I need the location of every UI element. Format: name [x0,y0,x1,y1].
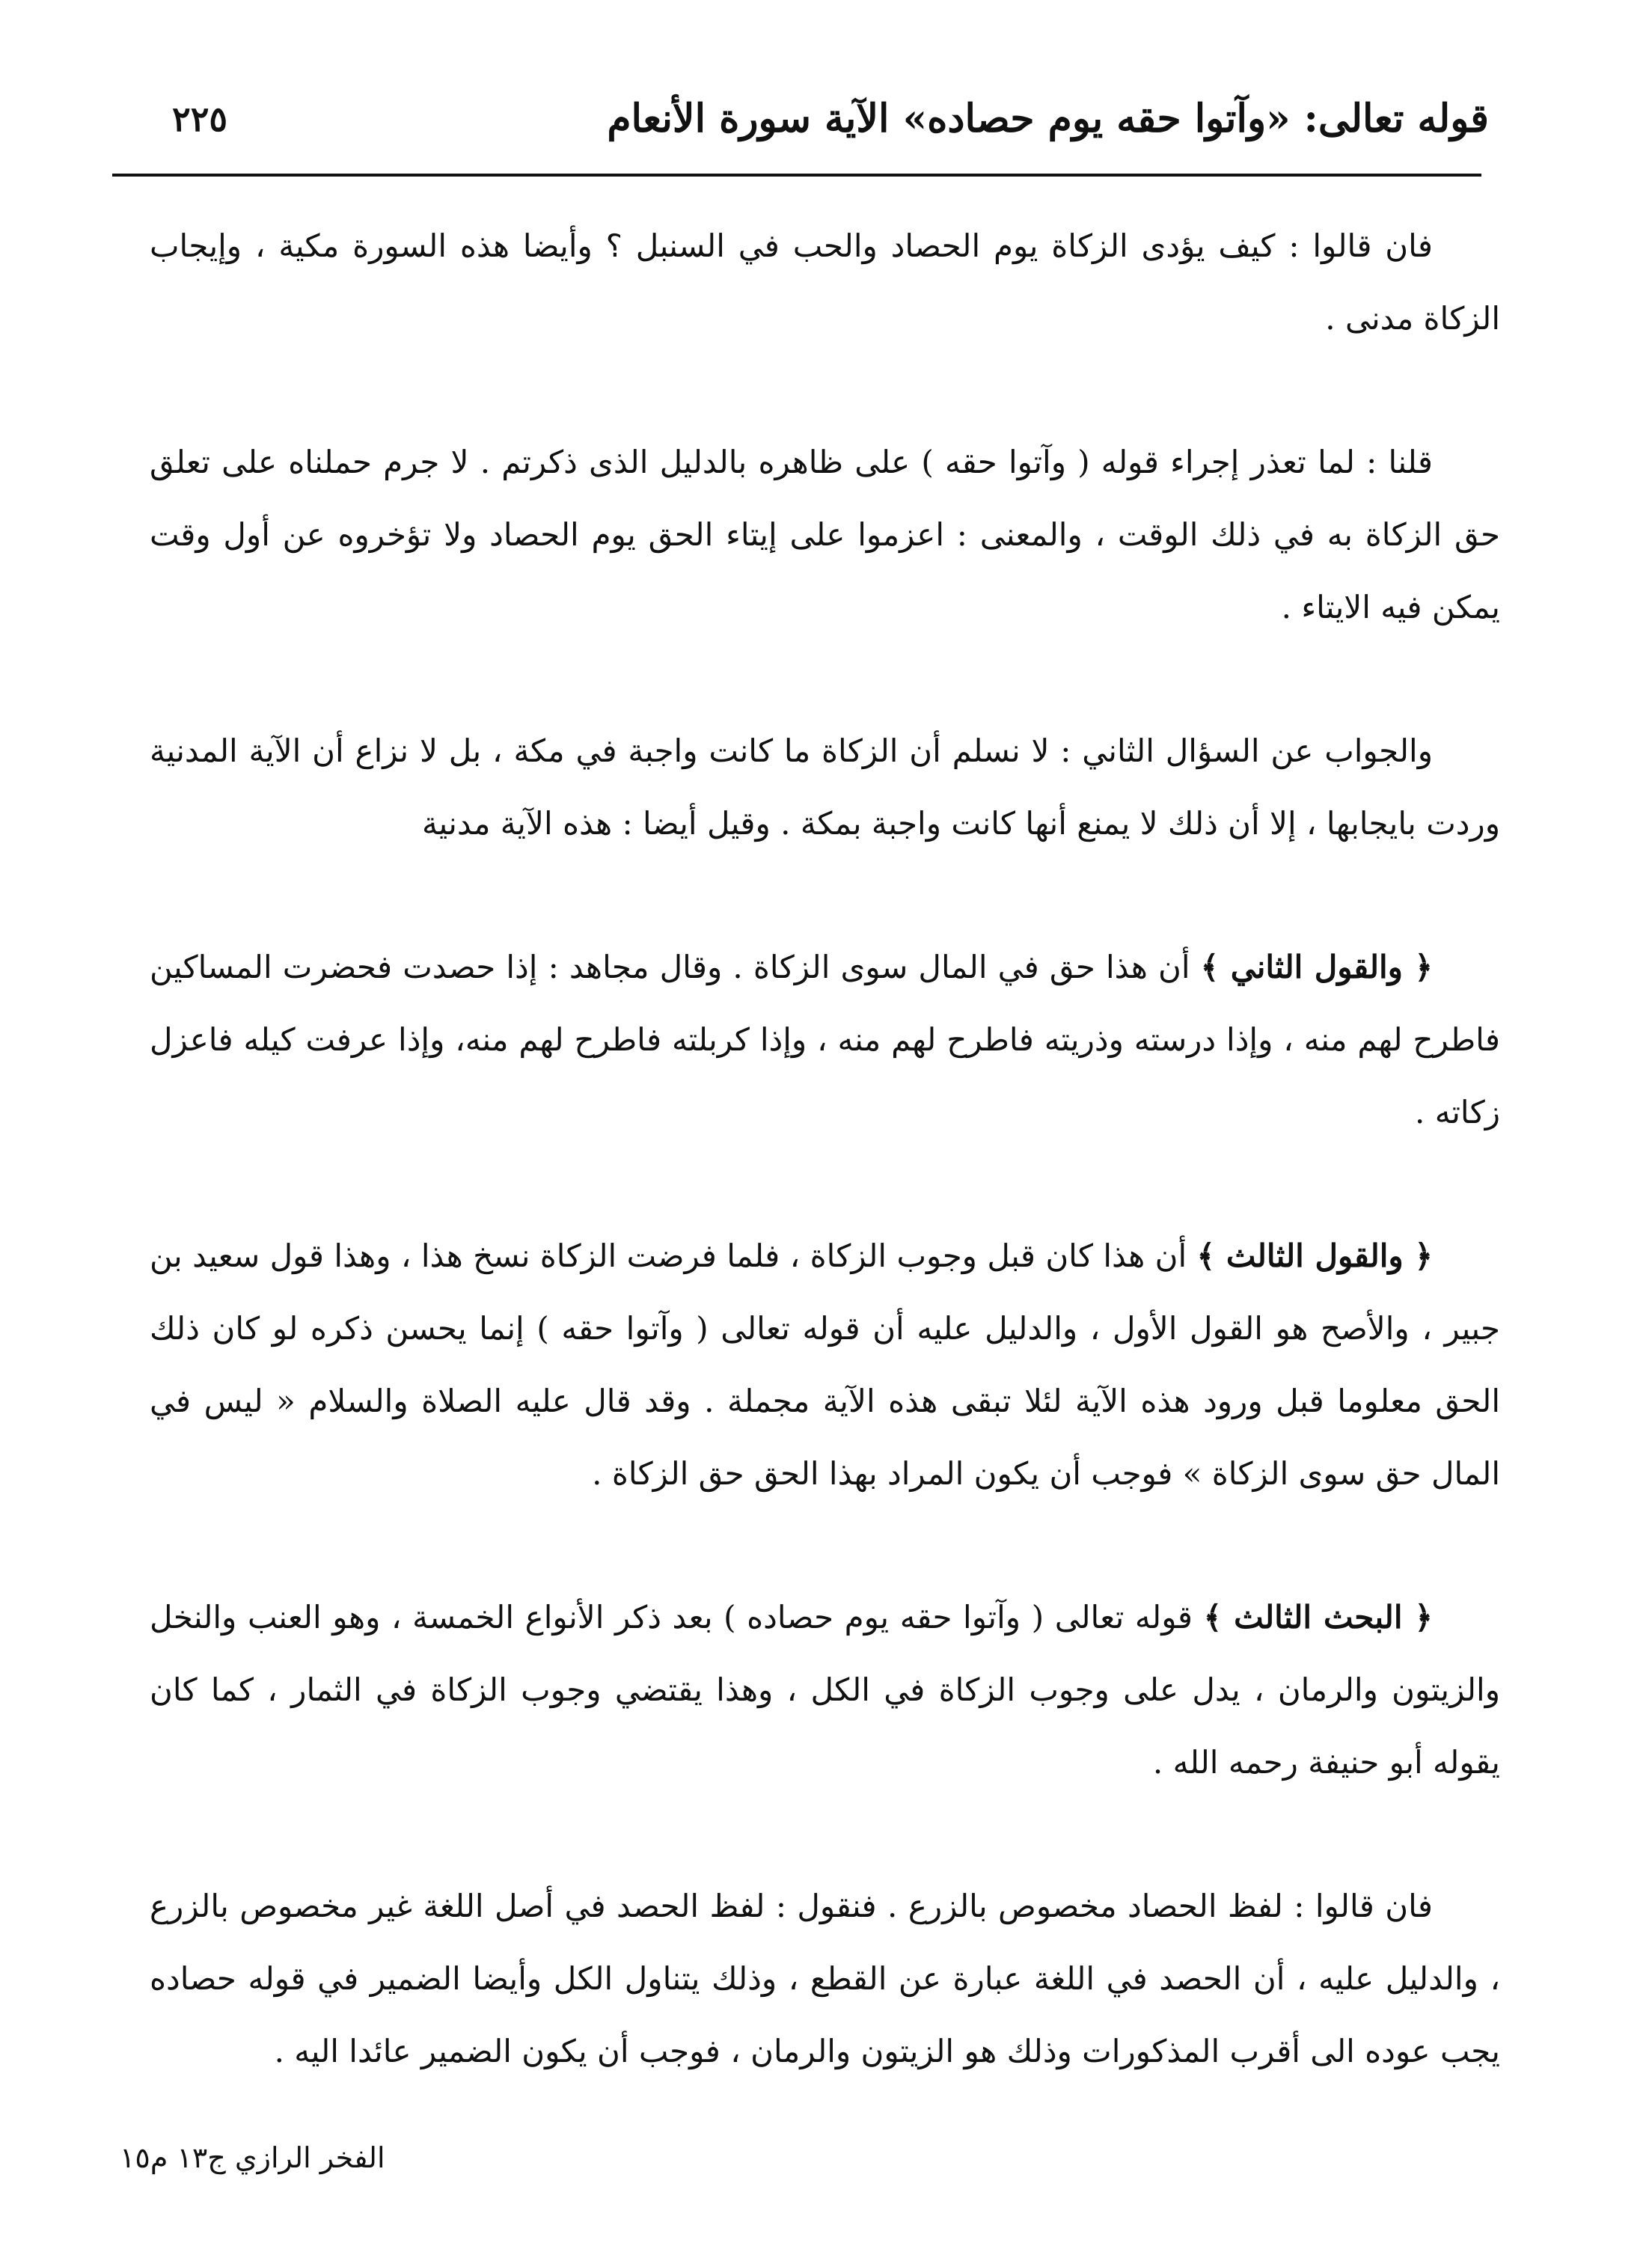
paragraph-text: فان قالوا : كيف يؤدى الزكاة يوم الحصاد والحب في السنبل ؟ وأيضا هذه السورة مكية ، وإيجاب الزكاة مدنى . [150,227,1500,337]
header-rule [112,174,1481,177]
running-title: قوله تعالى: «وآتوا حقه يوم حصاده» الآية سورة الأنعام [607,96,1489,141]
paragraph-text: قلنا : لما تعذر إجراء قوله ( وآتوا حقه ) على ظاهره بالدليل الذى ذكرتم . لا جرم حملناه على تعلق حق الزكاة به في ذلك الوقت ، والمعنى : اعزموا على إيتاء الحق يوم الحصاد ولا تؤخروه عن أول وقت يمكن فيه الايتاء . [150,444,1500,625]
paragraph [150,1581,1500,1799]
paragraph-text: قوله تعالى ( وآتوا حقه يوم حصاده ) بعد ذكر الأنواع الخمسة ، وهو العنب والنخل والزيتون والرمان ، يدل على وجوب الزكاة في الكل ، وهذا يقتضي وجوب الزكاة في الثمار ، كما كان يقوله أبو حنيفة رحمه الله . [150,1599,1500,1781]
paragraph [150,1870,1500,2087]
paragraph [150,426,1500,643]
paragraph-text: أن هذا كان قبل وجوب الزكاة ، فلما فرضت الزكاة نسخ هذا ، وهذا قول سعيد بن جبير ، والأصح هو القول الأول ، والدليل عليه أن قوله تعالى ( وآتوا حقه ) إنما يحسن ذكره لو كان ذلك الحق معلوما قبل ورود هذه الآية لئلا تبقى هذه الآية مجملة . وقد قال عليه الصلاة والسلام « ليس في المال حق سوى الزكاة » فوجب أن يكون المراد بهذا الحق حق الزكاة . [150,1237,1500,1492]
section-heading: ﴿ والقول الثالث ﴾ [1196,1237,1433,1274]
page-header [165,88,1489,171]
section-heading: ﴿ والقول الثاني ﴾ [1200,949,1433,985]
paragraph-text: فان قالوا : لفظ الحصاد مخصوص بالزرع . فنقول : لفظ الحصد في أصل اللغة غير مخصوص بالزرع ، والدليل عليه ، أن الحصد في اللغة عبارة عن القطع ، وذلك يتناول الكل وأيضا الضمير في قوله حصاده يجب عوده الى أقرب المذكورات وذلك هو الزيتون والرمان ، فوجب أن يكون الضمير عائدا اليه . [150,1888,1500,2069]
paragraph-text: أن هذا حق في المال سوى الزكاة . وقال مجاهد : إذا حصدت فحضرت المساكين فاطرح لهم منه ، وإذا درسته وذريته فاطرح لهم منه ، وإذا كربلته فاطرح لهم منه، وإذا عرفت كيله فاعزل زكاته . [150,949,1501,1130]
paragraph [150,1220,1500,1510]
paragraph [150,715,1500,860]
signature-footer: الفخر الرازي ج١٣ م١٥ [120,2141,385,2174]
section-heading: ﴿ البحث الثالث ﴾ [1203,1599,1433,1636]
page-body [150,209,1500,2158]
paragraph [150,209,1500,355]
paragraph-text: والجواب عن السؤال الثاني : لا نسلم أن الزكاة ما كانت واجبة في مكة ، بل لا نزاع أن الآية المدنية وردت بايجابها ، إلا أن ذلك لا يمنع أنها كانت واجبة بمكة . وقيل أيضا : هذه الآية مدنية [150,732,1500,842]
page-number: ٢٢٥ [172,99,228,139]
paragraph [150,931,1500,1148]
